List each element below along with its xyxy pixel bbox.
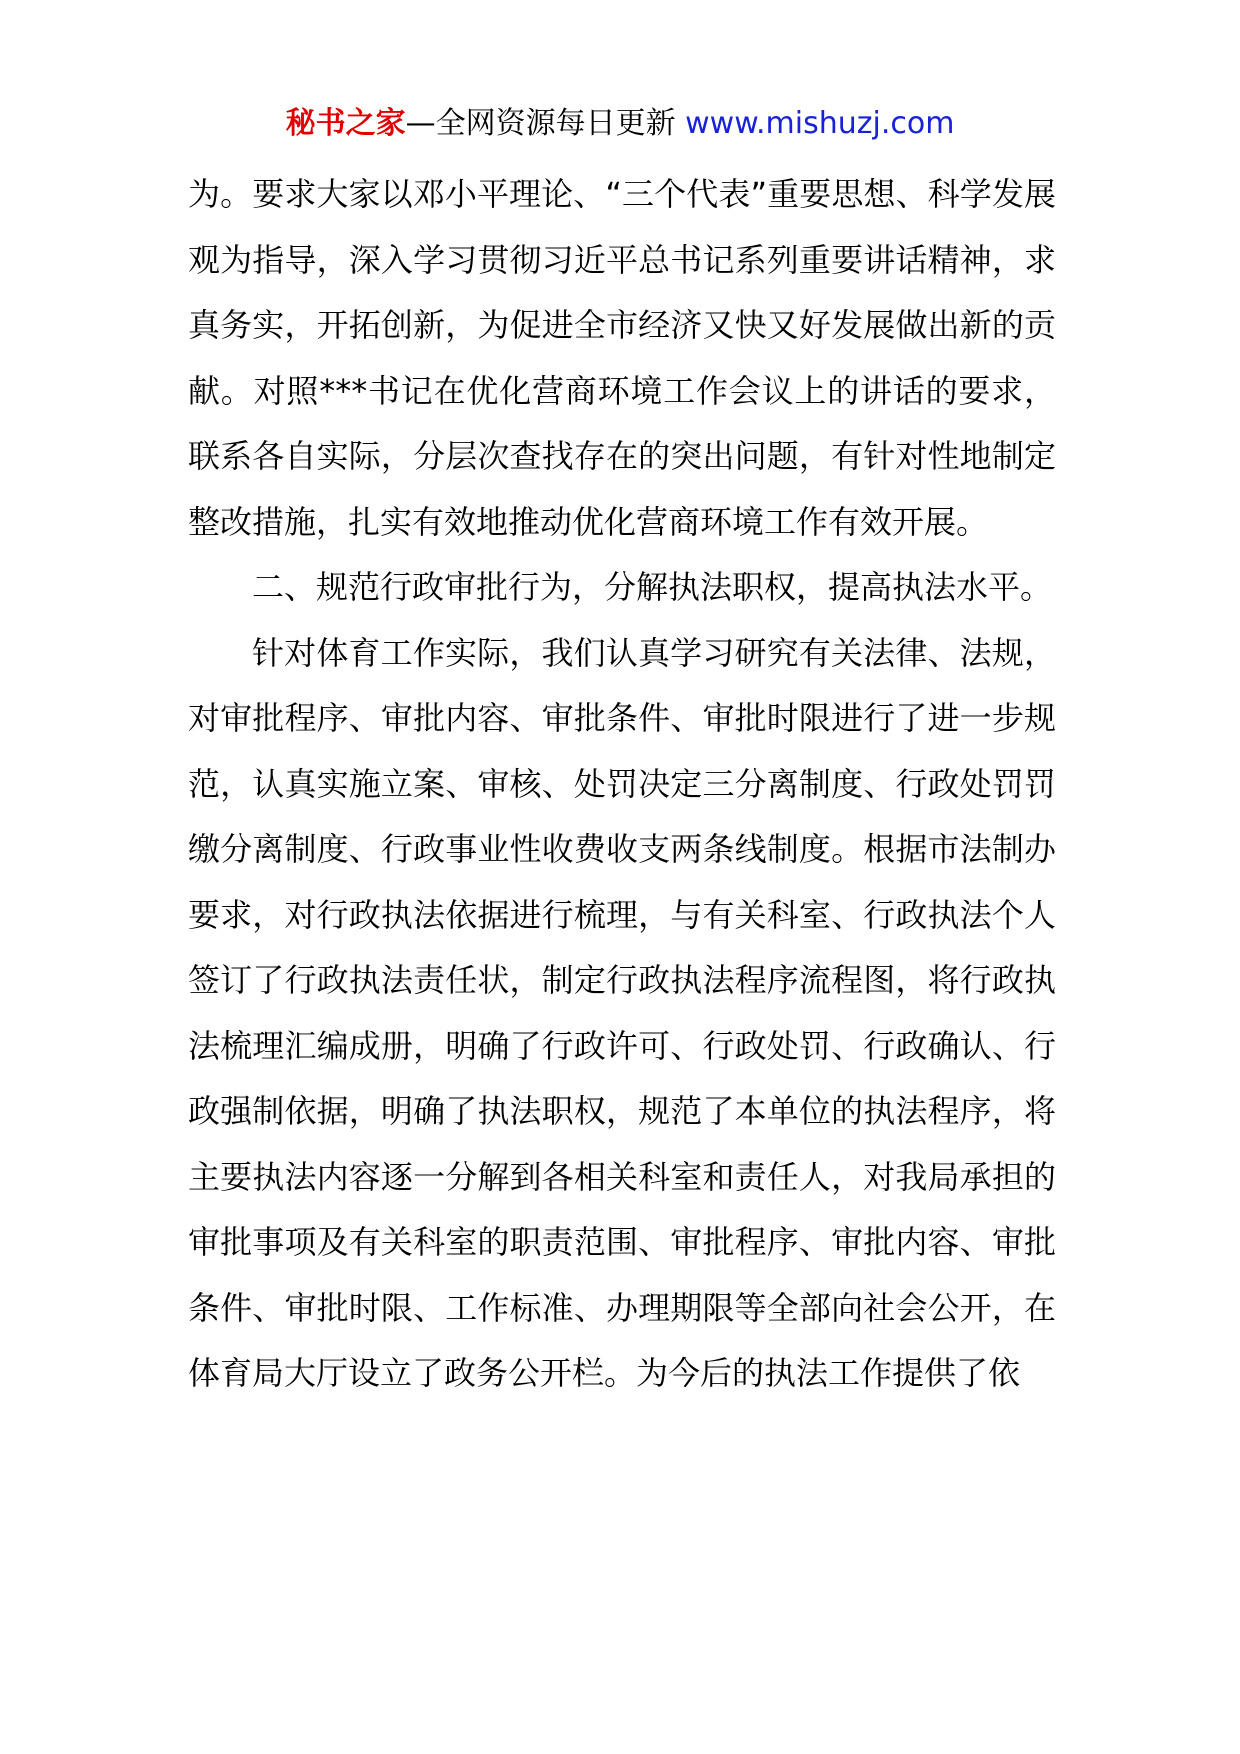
site-url-link[interactable]: www.mishuzj.com xyxy=(685,106,955,141)
brand-name: 秘书之家 xyxy=(285,106,406,141)
site-header xyxy=(0,104,1240,144)
document-body xyxy=(188,162,1056,1407)
paragraph: 针对体育工作实际，我们认真学习研究有关法律、法规，对审批程序、审批内容、审批条件、审批时限进行了进一步规范，认真实施立案、审核、处罚决定三分离制度、行政处罚罚缴分离制度、行政事业性收费收支两条线制度。根据市法制办要求，对行政执法依据进行梳理，与有关科室、行政执法个人签订了行政执法责任状，制定行政执法程序流程图，将行政执法梳理汇编成册，明确了行政许可、行政处罚、行政确认、行政强制依据，明确了执法职权，规范了本单位的执法程序，将主要执法内容逐一分解到各相关科室和责任人，对我局承担的审批事项及有关科室的职责范围、审批程序、审批内容、审批条件、审批时限、工作标准、办理期限等全部向社会公开，在体育局大厅设立了政务公开栏。为今后的执法工作提供了依 xyxy=(188,633,1056,1392)
paragraph-continuation: 为。要求大家以邓小平理论、“三个代表”重要思想、科学发展观为指导，深入学习贯彻习近平总书记系列重要讲话精神，求真务实，开拓创新，为促进全市经济又快又好发展做出新的贡献。对照***书记在优化营商环境工作会议上的讲话的要求，联系各自实际，分层次查找存在的突出问题，有针对性地制定整改措施，扎实有效地推动优化营商环境工作有效开展。 xyxy=(188,175,1056,541)
section-heading: 二、规范行政审批行为，分解执法职权，提高执法水平。 xyxy=(252,568,1053,606)
header-tagline: —全网资源每日更新 xyxy=(405,106,686,141)
